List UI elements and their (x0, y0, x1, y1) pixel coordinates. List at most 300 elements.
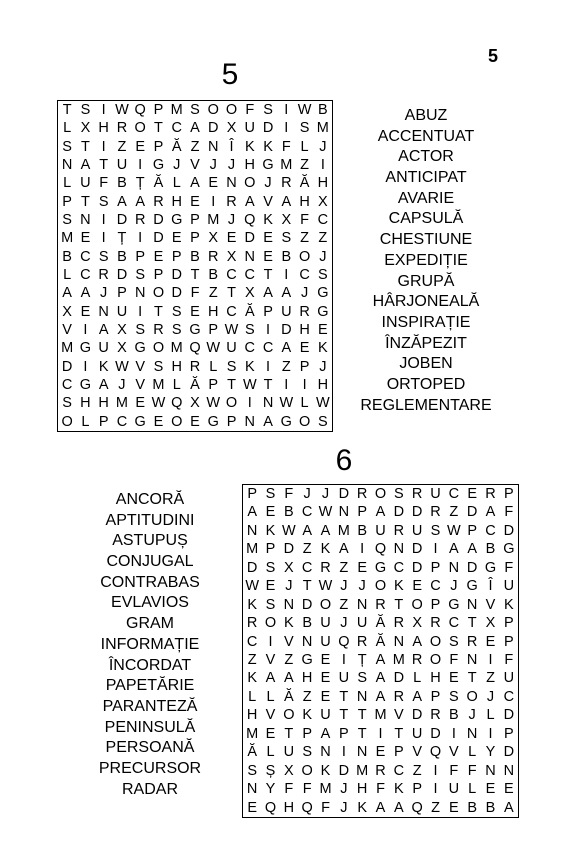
grid-letter: E (171, 230, 182, 247)
grid-letter: D (503, 744, 515, 761)
grid-letter: S (135, 321, 146, 338)
grid-letter: H (430, 670, 441, 687)
grid-letter: E (320, 688, 331, 705)
grid-letter: D (411, 504, 423, 521)
grid-letter: A (375, 688, 386, 705)
grid-letter: H (98, 395, 109, 412)
grid-letter: U (281, 303, 292, 320)
grid-letter: V (265, 651, 276, 668)
grid-letter: D (411, 541, 423, 558)
word-list-item: PAPETĂRIE (105, 677, 195, 695)
grid-letter: F (449, 762, 459, 779)
grid-letter: C (430, 578, 441, 595)
grid-letter: T (154, 120, 163, 137)
grid-letter: E (318, 321, 328, 338)
grid-letter: S (265, 559, 276, 576)
grid-letter: C (61, 376, 73, 393)
grid-letter: O (207, 101, 219, 118)
grid-letter: W (446, 522, 461, 539)
grid-letter: P (190, 230, 200, 247)
grid-letter: N (338, 504, 350, 521)
grid-letter: V (135, 358, 146, 375)
grid-letter: Ă (247, 744, 257, 761)
grid-letter: C (244, 266, 256, 283)
grid-letter: I (247, 395, 252, 412)
grid-letter: R (153, 321, 164, 338)
grid-letter: H (301, 670, 313, 687)
grid-letter: G (374, 559, 387, 576)
word-list-item: PENINSULĂ (104, 718, 196, 736)
grid-letter: A (393, 799, 404, 816)
grid-letter: I (83, 321, 88, 338)
grid-letter: R (98, 266, 109, 283)
grid-letter: A (375, 504, 386, 521)
grid-letter: S (98, 193, 109, 210)
grid-letter: H (244, 156, 256, 173)
grid-letter: S (302, 744, 312, 761)
grid-letter: L (266, 744, 275, 761)
grid-letter: J (319, 138, 327, 155)
grid-letter: W (115, 101, 129, 118)
grid-letter: N (134, 285, 146, 302)
grid-letter: D (430, 725, 441, 742)
grid-letter: X (80, 120, 91, 137)
grid-letter: Z (339, 559, 349, 576)
grid-letter: P (265, 541, 276, 558)
grid-letter: R (430, 615, 441, 632)
grid-letter: C (80, 266, 91, 283)
grid-letter: X (208, 230, 219, 247)
grid-letter: P (135, 248, 146, 265)
grid-letter: W (206, 340, 221, 357)
word-list-item: PARANTEZĂ (102, 697, 198, 715)
grid-letter: N (503, 762, 515, 779)
grid-letter: V (190, 156, 200, 173)
grid-letter: P (430, 596, 441, 613)
grid-letter: E (208, 175, 219, 192)
grid-letter: I (266, 321, 271, 338)
grid-letter: N (301, 633, 313, 650)
grid-letter: O (264, 615, 277, 632)
grid-letter: J (264, 175, 272, 192)
grid-letter: W (206, 395, 221, 412)
grid-letter: G (171, 211, 183, 228)
grid-letter: T (263, 376, 273, 393)
grid-letter: S (299, 120, 310, 137)
grid-letter: P (338, 725, 349, 742)
grid-letter: I (284, 120, 289, 137)
grid-letter: P (62, 193, 72, 210)
grid-letter: A (98, 321, 109, 338)
grid-letter: O (283, 707, 295, 724)
grid-letter: I (320, 156, 325, 173)
grid-letter: T (394, 725, 404, 742)
grid-letter: I (284, 376, 289, 393)
grid-letter: X (412, 615, 422, 632)
word-list-item: GRUPĂ (397, 272, 455, 290)
grid-letter: T (62, 101, 72, 118)
word-list-item: ACTOR (398, 148, 454, 166)
grid-letter: R (393, 688, 405, 705)
grid-letter: A (503, 799, 514, 816)
word-list-item: CAPSULĂ (388, 210, 464, 228)
grid-letter: U (375, 522, 386, 539)
grid-letter: I (266, 358, 271, 375)
grid-letter: C (317, 211, 329, 228)
grid-letter: L (172, 175, 181, 192)
grid-letter: M (280, 156, 293, 173)
grid-letter: R (189, 358, 201, 375)
word-list-item: ÎNCORDAT (108, 656, 192, 674)
grid-letter: N (244, 413, 256, 430)
grid-letter: M (246, 541, 259, 558)
grid-letter: Ă (190, 376, 200, 393)
grid-letter: S (318, 413, 328, 430)
grid-letter: T (227, 285, 236, 302)
grid-letter: J (340, 615, 348, 632)
grid-letter: A (467, 541, 477, 558)
grid-letter: V (283, 633, 294, 650)
grid-letter: D (116, 211, 128, 228)
grid-letter: I (268, 633, 273, 650)
grid-letter: V (485, 596, 496, 613)
grid-letter: N (226, 175, 237, 192)
grid-letter: J (358, 578, 366, 595)
grid-letter: U (448, 781, 460, 798)
grid-letter: S (171, 303, 182, 320)
grid-letter: G (79, 376, 92, 393)
grid-letter: K (244, 138, 255, 155)
word-list-item: APTITUDINI (105, 511, 195, 529)
grid-letter: B (62, 248, 72, 265)
grid-letter: U (411, 522, 423, 539)
grid-letter: V (62, 321, 72, 338)
grid-letter: C (171, 120, 182, 137)
grid-letter: Ă (283, 688, 294, 705)
grid-letter: Z (190, 138, 200, 155)
grid-letter: X (485, 615, 496, 632)
grid-letter: D (171, 285, 182, 302)
grid-letter: C (448, 615, 460, 632)
grid-letter: E (135, 138, 146, 155)
grid-letter: O (429, 651, 442, 668)
grid-letter: S (80, 101, 91, 118)
grid-letter: P (503, 615, 514, 632)
grid-letter: T (154, 303, 163, 320)
grid-letter: P (503, 633, 514, 650)
grid-letter: D (338, 762, 350, 779)
grid-letter: G (317, 303, 329, 320)
grid-letter: K (320, 541, 331, 558)
grid-letter: E (190, 303, 200, 320)
grid-letter: O (374, 578, 387, 595)
grid-letter: W (318, 504, 333, 521)
grid-letter: T (99, 156, 109, 173)
grid-letter: Ă (171, 138, 182, 155)
grid-letter: L (172, 376, 181, 393)
grid-letter: R (116, 120, 128, 137)
grid-letter: S (430, 522, 441, 539)
word-list-item: AVARIE (397, 189, 455, 207)
grid-letter: T (227, 376, 236, 393)
grid-letter: A (62, 285, 72, 302)
grid-letter: H (299, 193, 310, 210)
grid-letter: O (411, 596, 423, 613)
grid-letter: R (430, 504, 441, 521)
grid-letter: B (318, 101, 328, 118)
grid-letter: H (299, 321, 310, 338)
grid-letter: G (280, 413, 292, 430)
grid-letter: J (319, 248, 327, 265)
grid-letter: I (101, 230, 106, 247)
grid-letter: O (171, 413, 183, 430)
grid-letter: S (448, 688, 459, 705)
grid-letter: S (265, 596, 276, 613)
grid-letter: M (246, 725, 259, 742)
grid-letter: F (504, 651, 514, 668)
grid-letter: B (208, 266, 219, 283)
grid-letter: R (411, 651, 423, 668)
grid-letter: W (151, 395, 166, 412)
grid-letter: R (320, 559, 331, 576)
grid-letter: N (466, 651, 478, 668)
puzzle-title-6: 6 (335, 444, 353, 477)
grid-letter: G (207, 413, 219, 430)
grid-letter: R (299, 303, 310, 320)
grid-letter: R (153, 193, 164, 210)
grid-letter: S (98, 248, 109, 265)
grid-letter: P (299, 358, 310, 375)
grid-letter: R (430, 707, 441, 724)
grid-letter: P (226, 413, 237, 430)
word-list-item: GRAM (126, 615, 174, 633)
grid-letter: C (244, 340, 256, 357)
grid-letter: Ă (375, 633, 386, 650)
grid-letter: D (411, 559, 423, 576)
grid-letter: D (301, 596, 313, 613)
grid-letter: A (412, 688, 422, 705)
grid-letter: V (412, 744, 422, 761)
grid-letter: K (98, 358, 109, 375)
grid-letter: S (247, 762, 257, 779)
grid-letter: E (80, 230, 91, 247)
grid-letter: F (300, 211, 310, 228)
grid-letter: Ț (135, 175, 145, 192)
grid-letter: V (135, 376, 146, 393)
grid-letter: U (116, 156, 128, 173)
word-list-item: ABUZ (404, 107, 448, 124)
grid-letter: K (318, 340, 328, 357)
grid-letter: J (300, 285, 309, 302)
grid-letter: E (247, 799, 257, 816)
grid-letter: X (318, 193, 328, 210)
grid-letter: L (486, 707, 495, 724)
grid-letter: U (503, 578, 515, 595)
grid-letter: N (393, 541, 405, 558)
grid-letter: U (320, 633, 331, 650)
grid-letter: I (138, 156, 143, 173)
grid-letter: U (283, 744, 295, 761)
grid-letter: A (190, 120, 200, 137)
word-list-item: INSPIRAȚIE (381, 313, 471, 331)
grid-letter: D (466, 504, 478, 521)
grid-letter: W (245, 578, 259, 595)
grid-letter: Ș (265, 762, 276, 779)
grid-letter: O (152, 285, 165, 302)
grid-letter: I (488, 725, 493, 742)
grid-letter: F (302, 781, 312, 798)
grid-letter: Z (318, 230, 328, 247)
grid-letter: E (263, 230, 273, 247)
grid-letter: J (340, 578, 348, 595)
grid-letter: D (411, 707, 423, 724)
grid-letter: R (375, 596, 386, 613)
grid-letter: A (80, 156, 91, 173)
grid-letter: E (485, 633, 496, 650)
grid-letter: H (171, 358, 182, 375)
grid-letter: Z (300, 156, 310, 173)
grid-letter: M (152, 376, 165, 393)
grid-letter: V (393, 707, 404, 724)
grid-letter: F (190, 285, 200, 302)
grid-letter: U (244, 120, 256, 137)
grid-letter: D (61, 358, 73, 375)
grid-letter: N (61, 156, 73, 173)
grid-letter: U (80, 175, 91, 192)
grid-letter: E (448, 670, 459, 687)
grid-letter: J (321, 485, 330, 502)
grid-letter: M (61, 230, 74, 247)
grid-letter: Ț (117, 230, 127, 247)
grid-letter: L (468, 744, 477, 761)
grid-letter: S (318, 266, 328, 283)
grid-letter: T (467, 615, 477, 632)
grid-letter: I (488, 651, 493, 668)
grid-letter: W (115, 358, 129, 375)
grid-letter: P (153, 138, 164, 155)
grid-letter: Q (301, 799, 313, 816)
grid-letter: J (209, 156, 217, 173)
grid-letter: D (262, 120, 274, 137)
grid-letter: N (320, 744, 331, 761)
grid-letter: I (284, 101, 289, 118)
word-search-grid-6 (242, 484, 519, 818)
grid-letter: D (208, 120, 219, 137)
grid-letter: I (284, 266, 289, 283)
grid-letter: X (226, 248, 237, 265)
grid-letter: D (153, 230, 164, 247)
grid-letter: A (263, 413, 273, 430)
grid-letter: I (341, 651, 346, 668)
grid-letter: A (117, 193, 127, 210)
grid-letter: D (116, 266, 128, 283)
grid-letter: Y (485, 744, 496, 761)
grid-letter: Ă (153, 175, 164, 192)
grid-letter: O (225, 395, 238, 412)
word-list-item: ANTICIPAT (385, 169, 467, 187)
grid-letter: O (301, 762, 313, 779)
grid-letter: M (207, 211, 220, 228)
grid-letter: Q (338, 633, 350, 650)
grid-letter: O (244, 175, 256, 192)
grid-letter: S (357, 670, 367, 687)
grid-letter: E (375, 744, 386, 761)
grid-letter: C (80, 248, 91, 265)
grid-letter: S (135, 266, 146, 283)
grid-letter: K (503, 596, 514, 613)
grid-letter: P (98, 413, 109, 430)
grid-letter: A (263, 285, 273, 302)
grid-letter: E (153, 248, 164, 265)
grid-letter: K (263, 211, 273, 228)
grid-letter: A (283, 670, 294, 687)
grid-letter: R (356, 633, 368, 650)
grid-letter: D (503, 707, 515, 724)
word-list-item: PERSOANĂ (105, 739, 195, 757)
grid-letter: H (98, 120, 109, 137)
grid-letter: D (246, 559, 258, 576)
grid-letter: Q (171, 395, 183, 412)
grid-letter: M (316, 120, 329, 137)
grid-letter: P (412, 781, 422, 798)
word-list-item: CONJUGAL (106, 553, 194, 571)
grid-letter: P (171, 248, 182, 265)
grid-letter: W (297, 101, 312, 118)
grid-letter: R (466, 633, 478, 650)
grid-letter: I (101, 101, 106, 118)
grid-letter: K (357, 799, 367, 816)
grid-letter: A (320, 522, 331, 539)
grid-letter: E (190, 193, 200, 210)
word-list-item: JOBEN (399, 355, 453, 373)
grid-letter: G (484, 559, 497, 576)
grid-letter: X (244, 285, 255, 302)
grid-letter: A (281, 285, 292, 302)
grid-letter: A (375, 670, 386, 687)
word-list-item: PRECURSOR (98, 759, 202, 777)
grid-letter: L (63, 120, 72, 137)
grid-letter: E (467, 485, 477, 502)
grid-letter: E (226, 230, 237, 247)
grid-letter: W (224, 321, 239, 338)
grid-letter: K (302, 707, 312, 724)
grid-letter: T (302, 578, 312, 595)
puzzle-title-5: 5 (221, 58, 239, 91)
grid-letter: O (134, 120, 146, 137)
grid-letter: Z (117, 138, 127, 155)
grid-letter: J (303, 485, 311, 502)
grid-letter: Ă (375, 615, 386, 632)
grid-letter: M (170, 340, 183, 357)
grid-letter: A (375, 799, 386, 816)
word-list-item: REGLEMENTARE (360, 396, 492, 414)
grid-letter: Q (374, 541, 387, 558)
grid-letter: U (338, 670, 350, 687)
grid-letter: Î (229, 138, 234, 155)
grid-letter: C (262, 340, 274, 357)
grid-letter: E (135, 395, 146, 412)
grid-letter: R (208, 248, 219, 265)
grid-letter: N (393, 633, 405, 650)
grid-letter: A (485, 504, 496, 521)
grid-letter: R (226, 193, 237, 210)
word-list-item: INFORMAȚIE (100, 635, 200, 653)
grid-letter: R (246, 615, 258, 632)
grid-letter: K (244, 358, 255, 375)
grid-letter: U (356, 615, 368, 632)
grid-letter: I (451, 725, 456, 742)
grid-letter: P (503, 485, 514, 502)
